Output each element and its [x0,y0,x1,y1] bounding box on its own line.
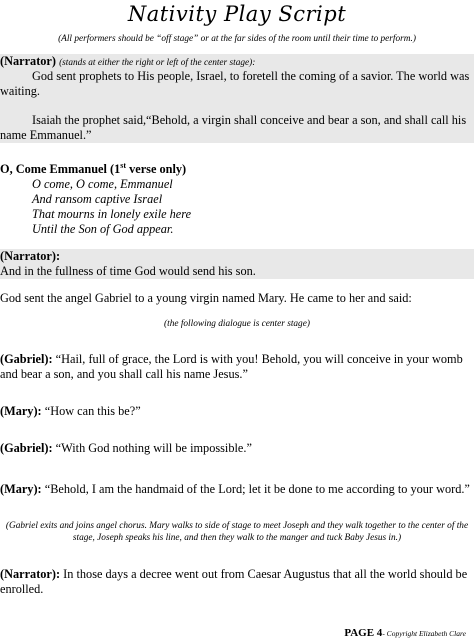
song-block [0,158,474,237]
narrator-line: God sent prophets to His people, Israel, to foretell the coming of a savior. The world was waiting. [0,69,474,99]
dialogue-text: “Hail, full of grace, the Lord is with you! Behold, you will conceive in your womb and bear a son, and you shall call his name Jesus.” [0,352,463,381]
song-line: O come, O come, Emmanuel [32,177,173,192]
speaker-label: (Mary): [0,482,42,496]
stage-direction: (stands at either the right or left of the center stage): [59,58,256,68]
speaker-label: (Narrator): [0,567,61,581]
speaker-label: (Mary): [0,404,42,418]
dialogue-mary-2 [0,482,474,497]
page-title: Nativity Play Script [127,2,347,26]
narrator-block-1 [0,54,474,143]
speaker-label: (Narrator): [0,249,474,264]
speaker-label: (Gabriel): [0,441,53,455]
center-note: (the following dialogue is center stage) [164,319,310,329]
narrator-block-3 [0,567,474,597]
song-title: O, Come Emmanuel (1st verse only) [0,161,187,177]
dialogue-mary-1 [0,404,474,419]
narrator-line: Isaiah the prophet said,“Behold, a virgin shall conceive and bear a son, and shall call his name Emmanuel.” [0,113,474,143]
copyright: - Copyright Elizabeth Clare [382,629,466,638]
narrator-line: God sent the angel Gabriel to a young virgin named Mary. He came to her and said: [0,291,412,305]
dialogue-text: “How can this be?” [41,404,141,418]
speaker-label: (Gabriel): [0,352,53,366]
narrator-block-2 [0,249,474,279]
page-footer [344,627,466,640]
dialogue-gabriel-1 [0,352,474,382]
dialogue-text: “With God nothing will be impossible.” [52,441,252,455]
exit-note: (Gabriel exits and joins angel chorus. Mary walks to side of stage to meet Joseph and they walk together to the center of the stage, Joseph speaks his line, and then they walk to the manger and tuck Baby Jesus in.) [5,521,469,543]
intro-note: (All performers should be “off stage” or at the far sides of the room until their time to perform.) [58,34,416,44]
dialogue-text: “Behold, I am the handmaid of the Lord; let it be done to me according to your word.” [41,482,470,496]
narrator-line: In those days a decree went out from Caesar Augustus that all the world should be enrolled. [0,567,468,596]
song-line: And ransom captive Israel [32,192,163,207]
page-number: PAGE 4 [344,627,383,639]
dialogue-gabriel-2 [0,441,474,456]
song-line: That mourns in lonely exile here [32,207,192,222]
speaker-label: (Narrator) [0,54,56,68]
song-line: Until the Son of God appear. [32,222,174,237]
narrator-line: And in the fullness of time God would send his son. [0,264,474,279]
